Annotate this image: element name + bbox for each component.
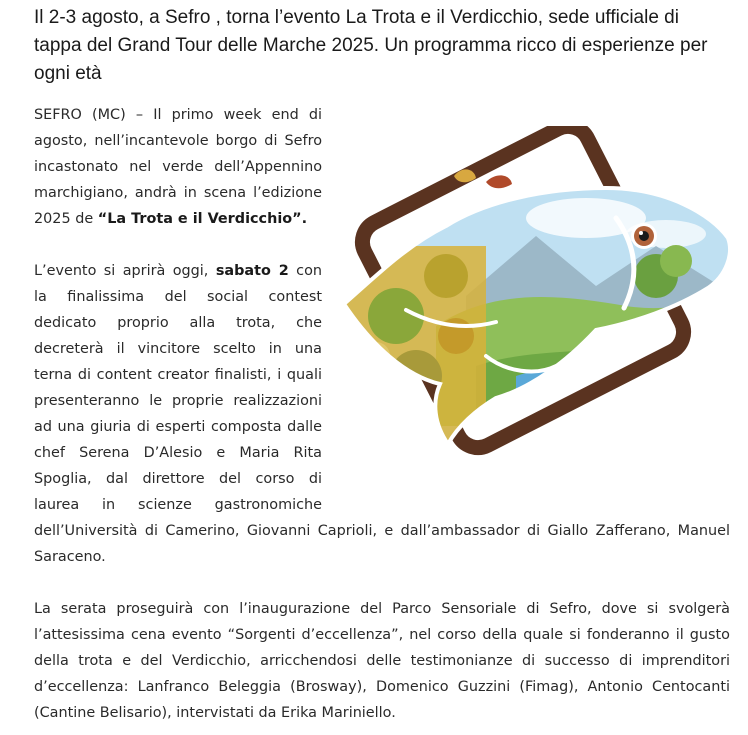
fish-eye-icon	[631, 223, 657, 249]
event-date: sabato 2	[215, 263, 289, 279]
article-body	[34, 102, 730, 726]
event-name: “La Trota e il Verdicchio”.	[97, 211, 308, 227]
article-subtitle: Il 2-3 agosto, a Sefro , torna l’evento La Trota e il Verdicchio, sede ufficiale di tappa del Grand Tour delle Marche 2025. Un programma ricco di esperienze per ogni età	[34, 7, 708, 84]
contest-paragraph: L’evento si aprirà oggi, sabato 2 con la finalissima del social contest dedicato proprio alla trota, che decreterà il vincitore scelto in una terna di content creator finalisti, i quali presenteranno le proprie realizzazioni ad una giuria di esperti composta dalle chef Serena D’Alesio e Maria Rita Spoglia, dal direttore del corso di laurea in scienze gastronomiche dell’Università di Camerino, Giovanni Caprioli, e dall’ambassador di Giallo Zafferano, Manuel Saraceno.	[34, 263, 730, 565]
dinner-paragraph: La serata proseguirà con l’inaugurazione del Parco Sensoriale di Sefro, dove si svolgerà l’attesissima cena evento “Sorgenti d’eccellenza”, nel corso della quale si fonderanno il gusto della trota e del Verdicchio, arricchendosi delle testimonianze di successo di imprenditori d’eccellenza: Lanfranco Beleggia (Brosway), Domenico Guzzini (Fimag), Antonio Centocanti (Cantine Belisario), intervistati da Erika Mariniello.	[34, 601, 730, 721]
intro-paragraph: SEFRO (MC) – Il primo week end di agosto, nell’incantevole borgo di Sefro incastonato nel verde dell’Appennino marchigiano, andrà in scena l’edizione 2025 de “La Trota e il Verdicchio”.	[34, 107, 322, 227]
trout-verdicchio-logo	[336, 126, 736, 488]
